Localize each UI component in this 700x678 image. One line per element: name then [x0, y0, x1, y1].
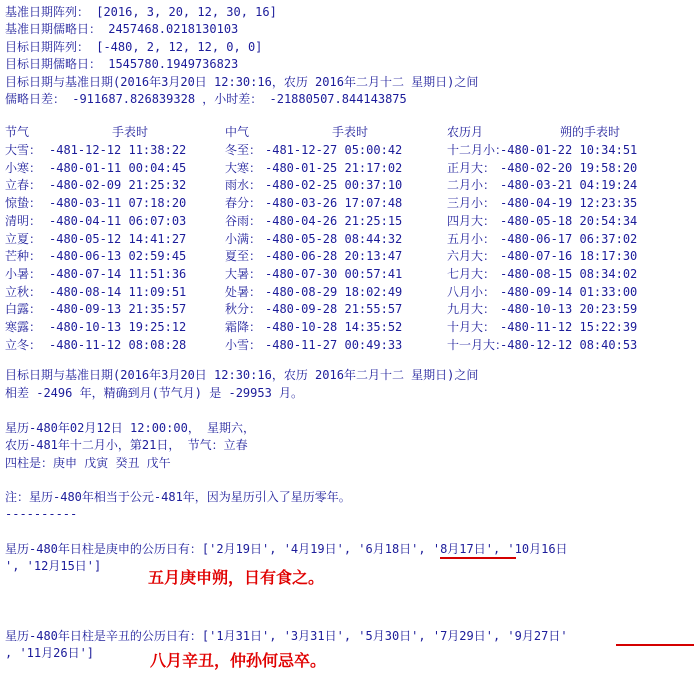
target-date-array-line: 目标日期阵列： [-480, 2, 12, 12, 0, 0]: [5, 40, 263, 54]
table-cell: 小满：: [225, 231, 262, 246]
table-cell: 秋分：: [225, 302, 262, 317]
table-cell: -480-04-19 12:23:35: [500, 196, 638, 211]
table-cell: 十一月大：: [447, 337, 508, 352]
table-cell: 七月大：: [447, 266, 496, 281]
gengshen-annotation: 五月庚申朔，日有食之。: [148, 568, 325, 587]
table-cell: -480-02-20 19:58:20: [500, 160, 638, 175]
table-cell: -480-08-29 18:02:49: [265, 284, 403, 299]
table-cell: 二月小：: [447, 178, 496, 193]
table-cell: -480-07-16 18:17:30: [500, 249, 638, 264]
table-cell: 立冬：: [5, 337, 42, 352]
xinchou-dates-continuation: , '11月26日']: [5, 646, 95, 660]
table-cell: 四月大：: [447, 213, 496, 228]
table-cell: 霜降：: [225, 320, 262, 334]
four-pillars-line: 四柱是：庚申 戊寅 癸丑 戊午: [5, 456, 171, 470]
table-cell: -480-03-21 04:19:24: [500, 178, 638, 193]
table-cell: -480-05-28 08:44:32: [265, 231, 403, 246]
table-cell: 大暑：: [225, 266, 262, 281]
table-cell: -480-09-14 01:33:00: [500, 284, 638, 299]
summary-diff-line: 相差 -2496 年，精确到月(节气月) 是 -29953 月。: [5, 386, 304, 400]
table-cell: -480-09-13 21:35:57: [49, 302, 187, 317]
table-cell: 小雪：: [225, 337, 262, 352]
table-cell: 谷雨：: [225, 213, 262, 228]
table-cell: 大寒：: [225, 160, 262, 175]
table-cell: 立夏：: [5, 231, 42, 246]
table-cell: 六月大：: [447, 249, 496, 264]
table-cell: -480-10-28 14:35:52: [265, 320, 403, 334]
gengshen-underline: [440, 557, 516, 559]
julian-day-diff-line: 儒略日差： -911687.826839328 ，小时差： -21880507.844143875: [5, 92, 407, 106]
table-cell: -480-07-30 00:57:41: [265, 266, 403, 281]
table-cell: -480-03-11 07:18:20: [49, 196, 187, 211]
gengshen-dates-line: 星历-480年日柱是庚申的公历日有：['2月19日', '4月19日', '6月18日', '8月17日', '10月16日: [5, 542, 568, 556]
xinchou-underline: [616, 644, 694, 646]
date-range-line: 目标日期与基准日期(2016年3月20日 12:30:16，农历 2016年二月十二 星期日)之间: [5, 75, 479, 89]
table-cell: 八月小：: [447, 284, 496, 299]
table-cell: -480-06-28 20:13:47: [265, 249, 403, 264]
table-cell: 雨水：: [225, 178, 262, 193]
table-cell: 惊蛰：: [5, 196, 42, 211]
table-header-cell: 节气: [5, 125, 30, 139]
table-cell: 清明：: [5, 213, 42, 228]
table-cell: 十月大：: [447, 320, 496, 334]
table-header-cell: 手表时: [112, 125, 149, 139]
table-cell: -480-01-11 00:04:45: [49, 160, 187, 175]
table-cell: 白露：: [5, 302, 42, 317]
table-cell: -480-06-17 06:37:02: [500, 231, 638, 246]
lunar-date-line: 农历-481年十二月小，第21日， 节气：立春: [5, 438, 248, 452]
table-cell: 夏至：: [225, 249, 262, 264]
table-cell: -480-05-18 20:54:34: [500, 213, 638, 228]
table-cell: 九月大：: [447, 302, 496, 317]
table-cell: -480-09-28 21:55:57: [265, 302, 403, 317]
xinchou-annotation: 八月辛丑，仲孙何忌卒。: [150, 651, 327, 670]
table-cell: 处暑：: [225, 284, 262, 299]
base-julian-day-line: 基准日期儒略日： 2457468.0218130103: [5, 22, 239, 36]
summary-range-line: 目标日期与基准日期(2016年3月20日 12:30:16，农历 2016年二月十二 星期日)之间: [5, 368, 479, 382]
star-calendar-date-line: 星历-480年02月12日 12:00:00， 星期六，: [5, 421, 256, 435]
table-cell: -480-05-12 14:41:27: [49, 231, 187, 246]
xinchou-dates-line: 星历-480年日柱是辛丑的公历日有：['1月31日', '3月31日', '5月30日', '7月29日', '9月27日': [5, 629, 568, 643]
table-cell: -480-01-22 10:34:51: [500, 143, 638, 157]
table-cell: -480-04-11 06:07:03: [49, 213, 187, 228]
base-date-array-line: 基准日期阵列： [2016, 3, 20, 12, 30, 16]: [5, 5, 277, 19]
table-cell: 寒露：: [5, 320, 42, 334]
target-julian-day-line: 目标日期儒略日： 1545780.1949736823: [5, 57, 239, 71]
table-cell: -480-08-15 08:34:02: [500, 266, 638, 281]
table-cell: 冬至：: [225, 143, 262, 157]
table-header-cell: 朔的手表时: [560, 125, 621, 139]
table-cell: -481-12-12 11:38:22: [49, 143, 187, 157]
table-cell: 小暑：: [5, 266, 42, 281]
table-header-cell: 中气: [225, 125, 250, 139]
table-header-cell: 手表时: [332, 125, 369, 139]
table-cell: -480-08-14 11:09:51: [49, 284, 187, 299]
table-cell: -480-11-12 08:08:28: [49, 337, 187, 352]
table-cell: 春分：: [225, 196, 262, 211]
table-cell: -480-06-13 02:59:45: [49, 249, 187, 264]
table-cell: -480-11-27 00:49:33: [265, 337, 403, 352]
table-cell: 小寒：: [5, 160, 42, 175]
table-cell: -480-10-13 19:25:12: [49, 320, 187, 334]
table-cell: 三月小：: [447, 196, 496, 211]
table-cell: 芒种：: [5, 249, 42, 264]
table-cell: -480-11-12 15:22:39: [500, 320, 638, 334]
table-cell: -480-12-12 08:40:53: [500, 337, 638, 352]
table-cell: -481-12-27 05:00:42: [265, 143, 403, 157]
table-cell: 立春：: [5, 178, 42, 193]
table-cell: -480-03-26 17:07:48: [265, 196, 403, 211]
table-cell: -480-04-26 21:25:15: [265, 213, 403, 228]
table-header-cell: 农历月: [447, 125, 484, 139]
table-cell: 立秋：: [5, 284, 42, 299]
table-cell: -480-01-25 21:17:02: [265, 160, 403, 175]
table-cell: -480-07-14 11:51:36: [49, 266, 187, 281]
table-cell: 十二月小：: [447, 143, 508, 157]
gengshen-dates-continuation: ', '12月15日']: [5, 559, 102, 573]
table-cell: -480-02-09 21:25:32: [49, 178, 187, 193]
table-cell: 正月大：: [447, 160, 496, 175]
table-cell: 五月小：: [447, 231, 496, 246]
divider-line: ----------: [5, 507, 78, 521]
note-line: 注：星历-480年相当于公元-481年，因为星历引入了星历零年。: [5, 490, 351, 504]
table-cell: -480-02-25 00:37:10: [265, 178, 403, 193]
table-cell: 大雪：: [5, 143, 42, 157]
table-cell: -480-10-13 20:23:59: [500, 302, 638, 317]
